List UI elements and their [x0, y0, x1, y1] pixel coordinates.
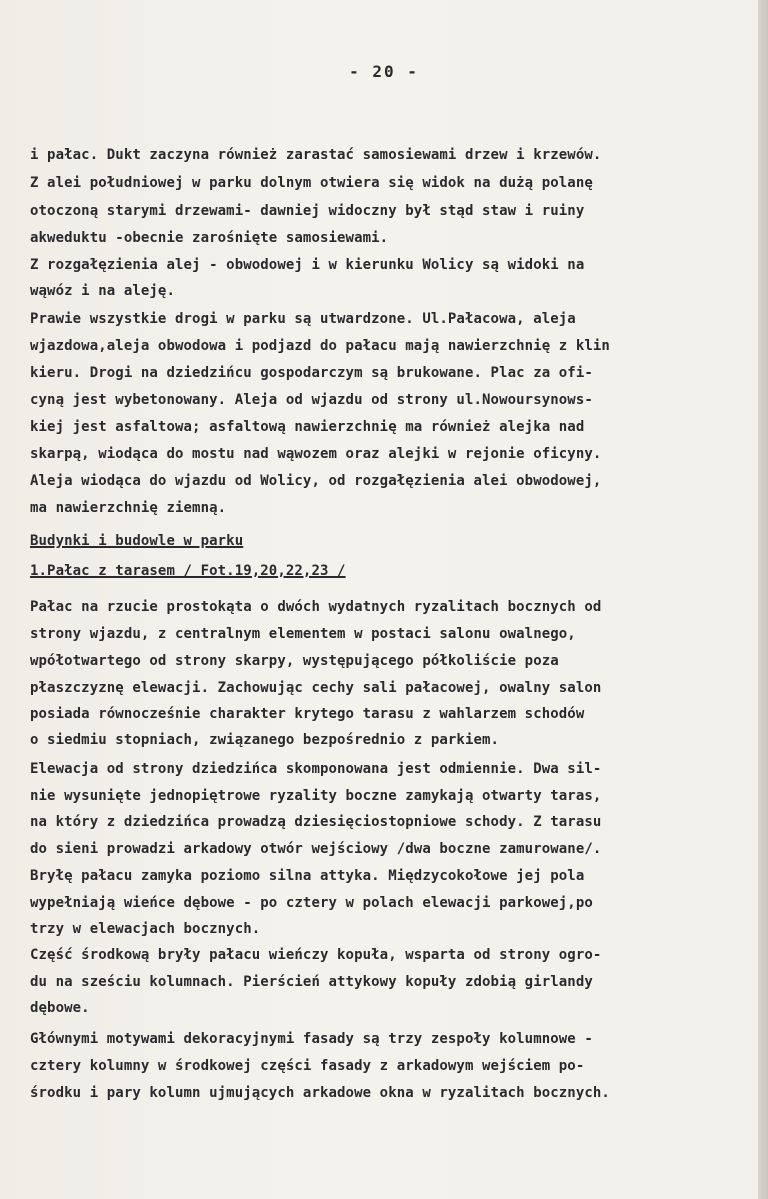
text-line: ma nawierzchnię ziemną.	[30, 500, 227, 516]
text-line: Prawie wszystkie drogi w parku są utwardzone. Ul.Pałacowa, aleja	[30, 311, 576, 327]
page-edge	[758, 0, 768, 1199]
text-line: trzy w elewacjach bocznych.	[30, 921, 261, 937]
text-line: Część środkową bryły pałacu wieńczy kopuła, wsparta od strony ogro-	[30, 947, 602, 963]
subsection-heading: 1.Pałac z tarasem / Fot.19,20,22,23 /	[30, 563, 346, 579]
text-line: posiada równocześnie charakter krytego tarasu z wahlarzem schodów	[30, 706, 585, 722]
text-line: cyną jest wybetonowany. Aleja od wjazdu od strony ul.Nowoursynows-	[30, 392, 593, 408]
text-line: skarpą, wiodąca do mostu nad wąwozem oraz alejki w rejonie oficyny.	[30, 446, 602, 462]
section-heading: Budynki i budowle w parku	[30, 533, 244, 549]
text-line: cztery kolumny w środkowej części fasady z arkadowym wejściem po-	[30, 1058, 585, 1074]
text-line: wpółotwartego od strony skarpy, występującego półkoliście poza	[30, 653, 559, 669]
text-line: strony wjazdu, z centralnym elementem w postaci salonu owalnego,	[30, 626, 576, 642]
text-line: i pałac. Dukt zaczyna również zarastać samosiewami drzew i krzewów.	[30, 147, 602, 163]
text-line: Z rozgałęzienia alej - obwodowej i w kierunku Wolicy są widoki na	[30, 257, 585, 273]
text-line: akweduktu -obecnie zarośnięte samosiewami.	[30, 230, 389, 246]
text-line: dębowe.	[30, 1000, 90, 1016]
text-line: nie wysunięte jednopiętrowe ryzality boczne zamykają otwarty taras,	[30, 788, 602, 804]
text-line: Bryłę pałacu zamyka poziomo silna attyka. Międzycokołowe jej pola	[30, 868, 585, 884]
text-line: wjazdowa,aleja obwodowa i podjazd do pałacu mają nawierzchnię z klin	[30, 338, 610, 354]
text-line: otoczoną starymi drzewami- dawniej widoczny był stąd staw i ruiny	[30, 203, 585, 219]
text-line: o siedmiu stopniach, związanego bezpośrednio z parkiem.	[30, 732, 500, 748]
text-line: płaszczyznę elewacji. Zachowując cechy sali pałacowej, owalny salon	[30, 680, 602, 696]
text-line: Elewacja od strony dziedzińca skomponowana jest odmiennie. Dwa sil-	[30, 761, 602, 777]
text-line: Głównymi motywami dekoracyjnymi fasady są trzy zespoły kolumnowe -	[30, 1031, 593, 1047]
text-line: kieru. Drogi na dziedzińcu gospodarczym są brukowane. Plac za ofi-	[30, 365, 593, 381]
text-line: środku i pary kolumn ujmujących arkadowe okna w ryzalitach bocznych.	[30, 1085, 610, 1101]
text-line: du na sześciu kolumnach. Pierścień attykowy kopuły zdobią girlandy	[30, 974, 593, 990]
text-line: Aleja wiodąca do wjazdu od Wolicy, od rozgałęzienia alei obwodowej,	[30, 473, 602, 489]
text-line: wypełniają wieńce dębowe - po cztery w polach elewacji parkowej,po	[30, 895, 593, 911]
page-number: - 20 -	[349, 62, 419, 81]
text-line: Pałac na rzucie prostokąta o dwóch wydatnych ryzalitach bocznych od	[30, 599, 602, 615]
text-line: kiej jest asfaltowa; asfaltową nawierzchnię ma również alejka nad	[30, 419, 585, 435]
text-line: Z alei południowej w parku dolnym otwiera się widok na dużą polanę	[30, 175, 593, 191]
text-line: do sieni prowadzi arkadowy otwór wejściowy /dwa boczne zamurowane/.	[30, 841, 602, 857]
text-line: na który z dziedzińca prowadzą dziesięciostopniowe schody. Z tarasu	[30, 814, 602, 830]
text-line: wąwóz i na aleję.	[30, 283, 175, 299]
